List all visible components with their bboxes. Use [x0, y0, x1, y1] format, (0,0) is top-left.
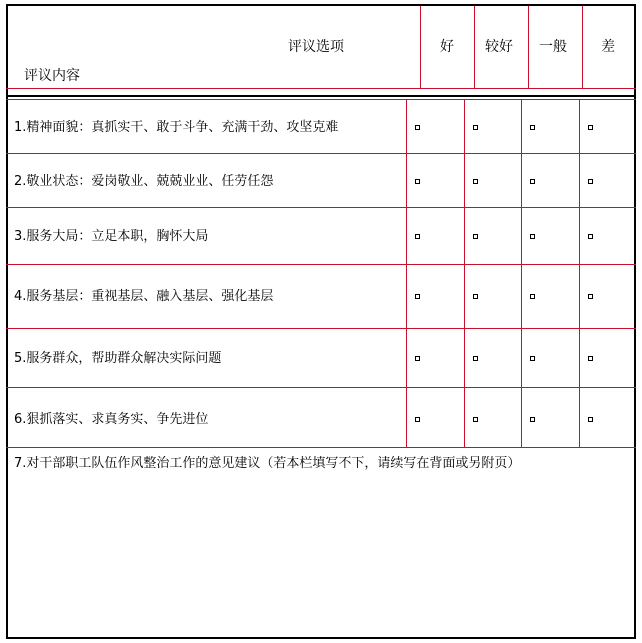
item-6-label: 6.狠抓落实、求真务实、争先进位 — [14, 412, 209, 427]
header-divider-4 — [582, 6, 583, 88]
header-bottom-line — [6, 88, 636, 89]
row-line-4 — [6, 328, 636, 329]
item-2-fairly-good-checkbox[interactable] — [473, 179, 478, 184]
item-5-fairly-good-checkbox[interactable] — [473, 356, 478, 361]
body-divider-1 — [406, 99, 407, 447]
item-5-poor-checkbox[interactable] — [588, 356, 593, 361]
item-2-label: 2.敬业状态：爱岗敬业、兢兢业业、任劳任怨 — [14, 174, 274, 189]
item-5-average-checkbox[interactable] — [530, 356, 535, 361]
row-line-2 — [6, 207, 636, 208]
item-1-fairly-good-checkbox[interactable] — [473, 125, 478, 130]
item-5-label: 5.服务群众，帮助群众解决实际问题 — [14, 351, 222, 366]
item-4-label: 4.服务基层：重视基层、融入基层、强化基层 — [14, 289, 274, 304]
item-3-poor-checkbox[interactable] — [588, 234, 593, 239]
item-6-good-checkbox[interactable] — [415, 417, 420, 422]
item-4-good-checkbox[interactable] — [415, 294, 420, 299]
rating-fairly-good: 较好 — [485, 39, 513, 55]
separator-line — [6, 99, 636, 100]
header-divider-2 — [474, 6, 475, 88]
item-5-good-checkbox[interactable] — [415, 356, 420, 361]
item-3-label: 3.服务大局：立足本职，胸怀大局 — [14, 229, 209, 244]
header-divider-3 — [528, 6, 529, 88]
content-label: 评议内容 — [24, 68, 80, 84]
item-1-label: 1.精神面貌：真抓实干、敢于斗争、充满干劲、攻坚克难 — [14, 120, 339, 135]
body-divider-4 — [579, 99, 580, 447]
options-label: 评议选项 — [288, 39, 344, 55]
row-line-1 — [6, 153, 636, 154]
item-4-fairly-good-checkbox[interactable] — [473, 294, 478, 299]
item-4-poor-checkbox[interactable] — [588, 294, 593, 299]
body-divider-2 — [464, 99, 465, 447]
item-6-average-checkbox[interactable] — [530, 417, 535, 422]
suggestion-writing-area[interactable] — [10, 476, 632, 634]
header-divider-1 — [420, 6, 421, 88]
separator-line-top — [6, 95, 636, 97]
item-2-average-checkbox[interactable] — [530, 179, 535, 184]
item-3-average-checkbox[interactable] — [530, 234, 535, 239]
rating-poor: 差 — [601, 39, 615, 55]
suggestion-label: 7.对干部职工队伍作风整治工作的意见建议（若本栏填写不下，请续写在背面或另附页） — [14, 456, 521, 471]
item-3-good-checkbox[interactable] — [415, 234, 420, 239]
body-divider-3 — [521, 99, 522, 447]
item-6-poor-checkbox[interactable] — [588, 417, 593, 422]
row-line-6 — [6, 447, 636, 448]
rating-average: 一般 — [539, 39, 567, 55]
item-2-poor-checkbox[interactable] — [588, 179, 593, 184]
row-line-3 — [6, 264, 636, 265]
row-line-5 — [6, 387, 636, 388]
item-4-average-checkbox[interactable] — [530, 294, 535, 299]
item-1-average-checkbox[interactable] — [530, 125, 535, 130]
item-1-poor-checkbox[interactable] — [588, 125, 593, 130]
item-3-fairly-good-checkbox[interactable] — [473, 234, 478, 239]
item-6-fairly-good-checkbox[interactable] — [473, 417, 478, 422]
rating-good: 好 — [440, 39, 454, 55]
item-1-good-checkbox[interactable] — [415, 125, 420, 130]
item-2-good-checkbox[interactable] — [415, 179, 420, 184]
